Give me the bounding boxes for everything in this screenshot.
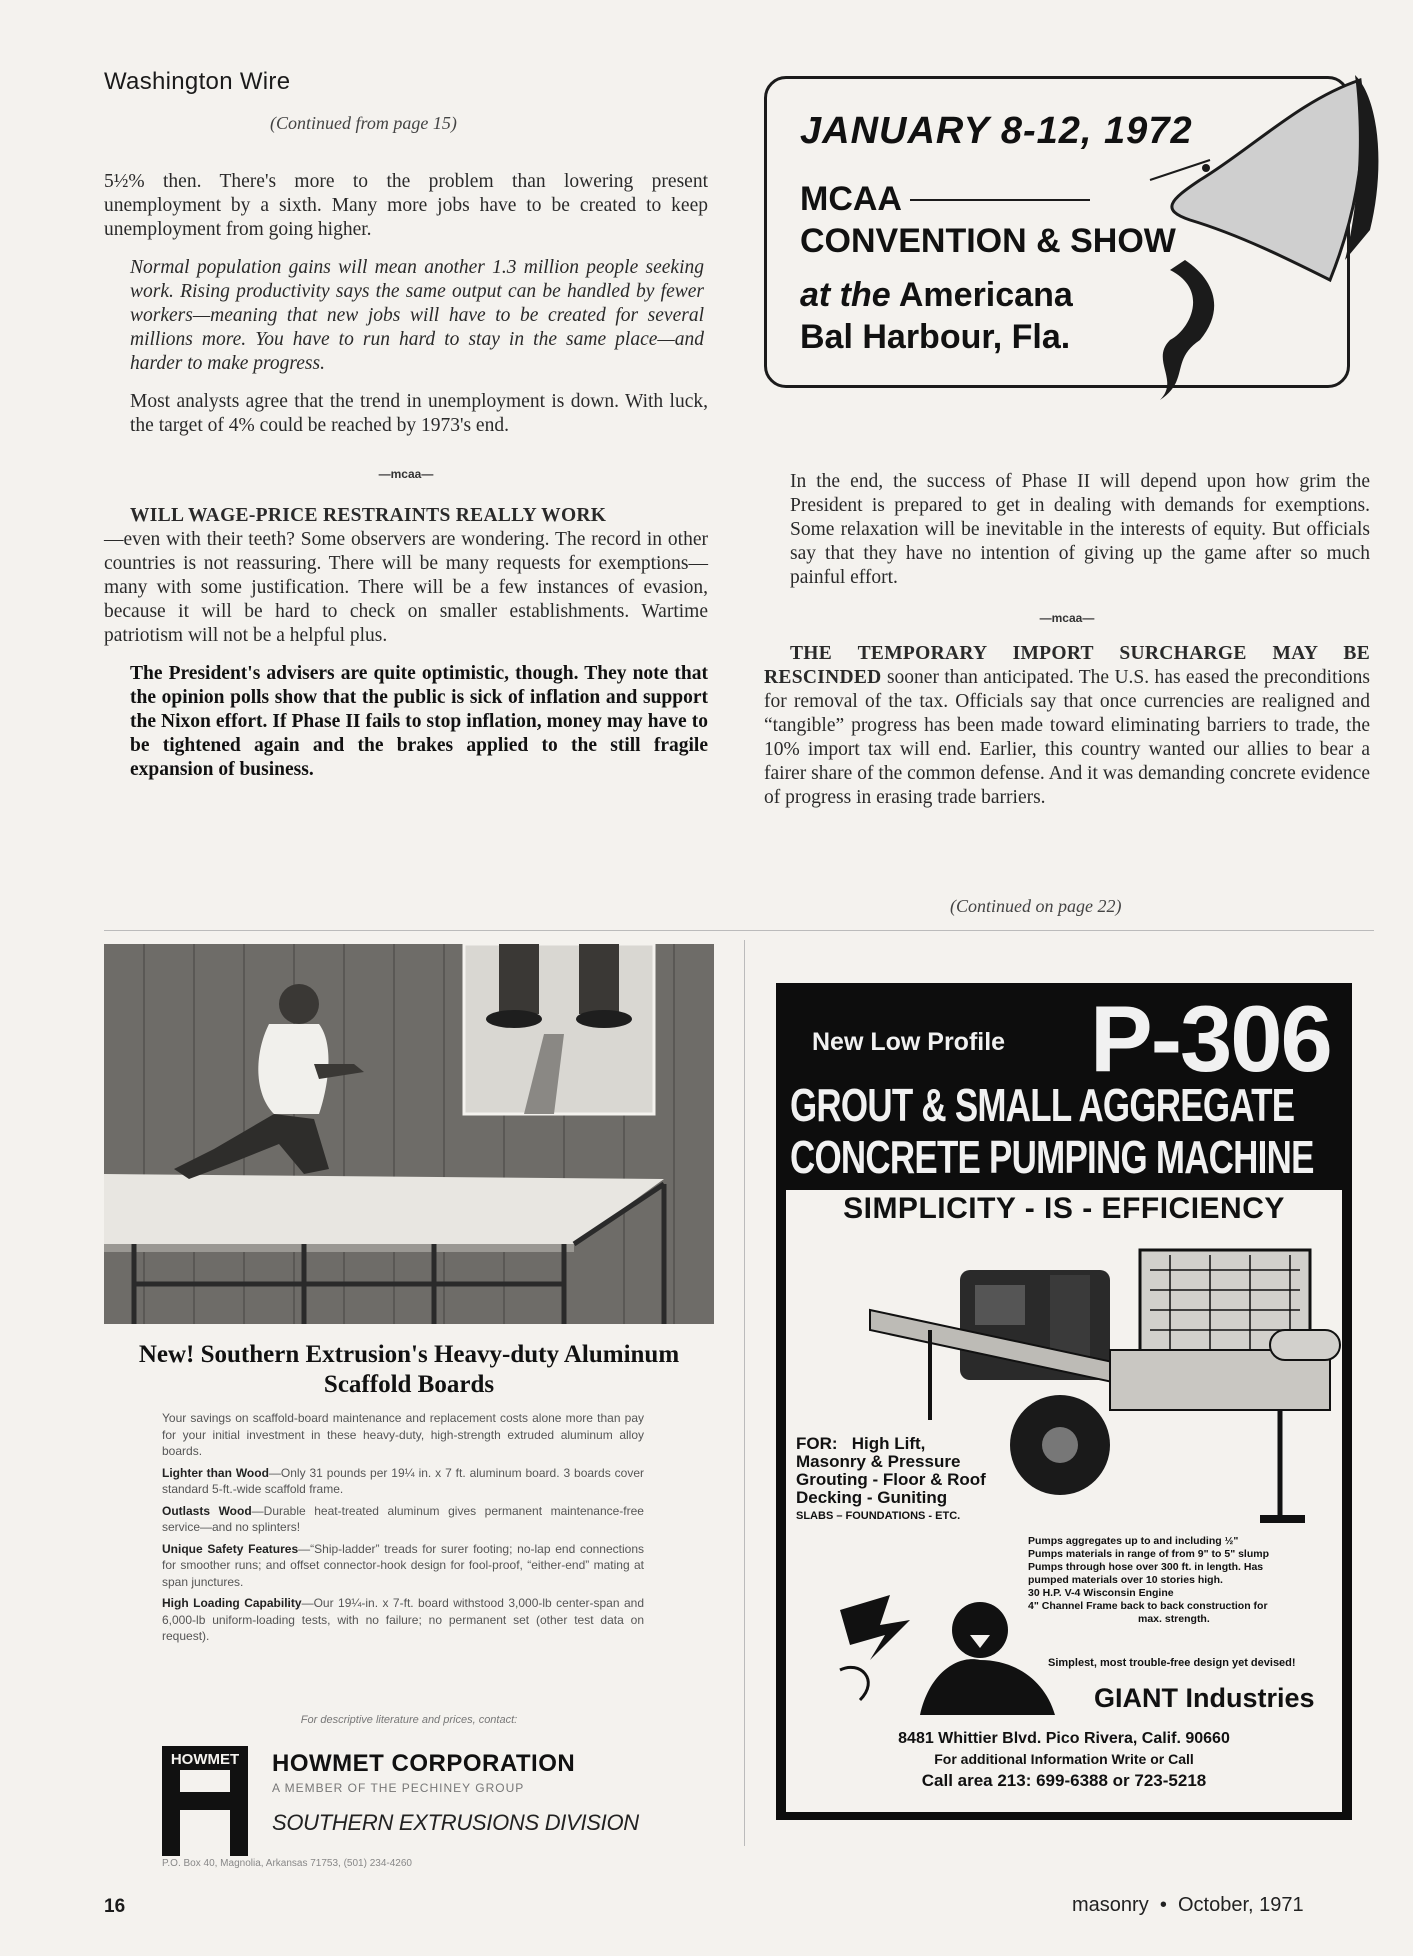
right-column [764,470,1370,822]
left-paragraph-4: —even with their teeth? Some observers are wondering. The record in other countries is not reassuring. There will be many requests for exemptions—many with some justification. There will be a few instances of evasion, because it will be hard to check on smaller establishments. Wartime patriotism will not be a helpful plus. [104,529,708,646]
feature-text: —Only 31 pounds per 19¼ in. x 7 ft. aluminum board. 3 boards cover standard 5-ft.-wide scaffold frame. [162,1465,644,1496]
use-4: Decking - Guniting [796,1488,948,1507]
scaffold-ad-title: New! Southern Extrusion's Heavy-duty Aluminum Scaffold Boards [138,1341,680,1398]
continued-from-note: (Continued from page 15) [270,113,457,133]
page-number: 16 [104,1896,126,1917]
giant-address: 8481 Whittier Blvd. Pico Rivera, Calif. 90660 [898,1730,1230,1747]
giant-mascot-illustration [830,1590,1060,1715]
left-column [104,170,708,796]
scaffold-contact-note: For descriptive literature and prices, contact: [300,1714,518,1726]
howmet-logo [162,1746,248,1856]
right-paragraph-2: sooner than anticipated. The U.S. has eased the preconditions for removal of the tax. Officials say that once currencies are realigned and “tangible” progress has been made toward eliminating barriers to trade, the 10% import tax will end. Earlier, this country wanted our allies to bear a fairer share of the common defense. And it was demanding concrete evidence of progress in erasing trade barriers. [764,667,1370,808]
howmet-company-name: HOWMET CORPORATION [272,1750,576,1777]
feature-label: Outlasts Wood [162,1503,252,1518]
publication-name: masonry [1072,1894,1149,1916]
continued-on-note: (Continued on page 22) [950,896,1122,916]
scaffold-feature-2 [162,1503,644,1536]
use-5: SLABS – FOUNDATIONS - ETC. [796,1510,961,1522]
howmet-member-line: A MEMBER OF THE PECHINEY GROUP [272,1781,525,1795]
feature-text: —Our 19¼-in. x 7-ft. board withstood 3,000-lb center-span and 6,000-lb uniform-loading tests, with no failure; no permanent set (other test data on request). [162,1596,644,1643]
feature-label: Lighter than Wood [162,1465,269,1480]
left-paragraph-1: 5½% then. There's more to the problem than lowering present unemployment by a sixth. Many more jobs have to be created to keep unemployment from going higher. [104,171,708,240]
pump-uses [796,1435,986,1525]
issue-date: October, 1971 [1177,1894,1304,1916]
pump-ad-new-low-profile: New Low Profile [812,1028,1006,1056]
spec-line: max. strength. [1138,1613,1210,1625]
pump-ad-headline-1: GROUT & SMALL AGGREGATE [790,1079,1295,1131]
howmet-logo-word: HOWMET [170,1751,240,1768]
convention-dates: JANUARY 8-12, 1972 [800,110,1193,152]
left-paragraph-5: The President's advisers are quite optimistic, though. They note that the opinion polls show that the public is sick of inflation and support the Nixon effort. If Phase II fails to stop inflation, money may have to be tightened again and the brakes applied to the still fragile expansion of business. [130,663,708,780]
footer-bullet: • [1159,1894,1167,1916]
pump-ad-model: P-306 [1090,986,1331,1091]
for-label: FOR: [796,1434,838,1453]
spec-line: Pumps aggregates up to and including ½" [1028,1535,1239,1547]
scaffold-ad-body [162,1410,644,1650]
howmet-division: SOUTHERN EXTRUSIONS DIVISION [272,1810,639,1835]
use-2: Masonry & Pressure [796,1452,961,1471]
use-1: High Lift, [851,1434,926,1453]
section-divider: —mcaa— [1039,611,1095,625]
feature-text: —Durable heat-treated aluminum gives permanent maintenance-free service—and no splinters! [162,1503,644,1534]
right-headline: THE TEMPORARY IMPORT SURCHARGE MAY BE RESCINDED [764,643,1370,688]
left-paragraph-2: Normal population gains will mean another 1.3 million people seeking work. Rising productivity says the same output can be handled by fewer workers—meaning that new jobs will have to be created for several millions more. You have to run hard to stay in the same place—and harder to make progress. [130,257,704,374]
left-paragraph-3: Most analysts agree that the trend in unemployment is down. With luck, the target of 4% could be reached by 1973's end. [130,391,708,436]
giant-company-name: GIANT Industries [1094,1683,1315,1713]
pump-specs [1028,1535,1348,1626]
feature-text: —“Ship-ladder” treads for surer footing; no-lap end connections for smoother runs; and offset connector-hook design for fool-proof, “either-end” mating at span junctures. [162,1541,644,1589]
pump-ad-tagline: Simplest, most trouble-free design yet devised! [1048,1657,1296,1669]
convention-venue [800,274,1073,316]
pointer-line [910,199,1090,201]
convention-org: MCAA [800,180,902,218]
spec-line: pumped materials over 10 stories high. [1028,1574,1223,1586]
right-paragraph-1: In the end, the success of Phase II will depend upon how grim the President is prepared to get in dealing with demands for exemptions. Some relaxation will be inevitable in the interests of equity. But officials say that they have no intention of giving up the game after so much painful effort. [790,471,1370,588]
venue-prefix: at the [800,276,891,314]
scaffold-intro: Your savings on scaffold-board maintenance and replacement costs alone more than pay for your initial investment in these heavy-duty, high-strength extruded aluminum alloy boards. [162,1411,644,1458]
spec-line: Pumps through hose over 300 ft. in length. Has [1028,1561,1264,1573]
section-title: Washington Wire [104,68,291,95]
footer-publication [1072,1894,1304,1917]
feature-label: High Loading Capability [162,1596,302,1610]
venue-name: Americana [890,276,1073,314]
convention-name: CONVENTION & SHOW [800,222,1176,260]
left-headline: WILL WAGE-PRICE RESTRAINTS REALLY WORK [130,505,607,526]
section-divider: —mcaa— [378,467,434,481]
feature-label: Unique Safety Features [162,1541,299,1556]
vertical-rule [744,940,745,1846]
pump-ad-slogan: SIMPLICITY - IS - EFFICIENCY [843,1192,1285,1225]
scaffold-feature-4 [162,1595,644,1645]
convention-location: Bal Harbour, Fla. [800,318,1071,356]
use-3: Grouting - Floor & Roof [796,1470,986,1489]
scaffold-feature-1 [162,1465,644,1498]
spec-line: Pumps materials in range of from 9" to 5" slump [1028,1548,1270,1560]
scaffold-photo [104,944,714,1324]
giant-contact [786,1728,1342,1791]
spec-line: 4" Channel Frame back to back construction for [1028,1600,1268,1612]
pump-ad-headline-2: CONCRETE PUMPING MACHINE [790,1131,1314,1183]
giant-phone: Call area 213: 699-6388 or 723-5218 [921,1771,1207,1790]
giant-info-line: For additional Information Write or Call [934,1751,1194,1767]
howmet-address: P.O. Box 40, Magnolia, Arkansas 71753, (501) 234-4260 [162,1858,412,1869]
scaffold-feature-3 [162,1541,644,1591]
horizontal-rule [104,930,1374,931]
spec-line: 30 H.P. V-4 Wisconsin Engine [1028,1587,1174,1599]
